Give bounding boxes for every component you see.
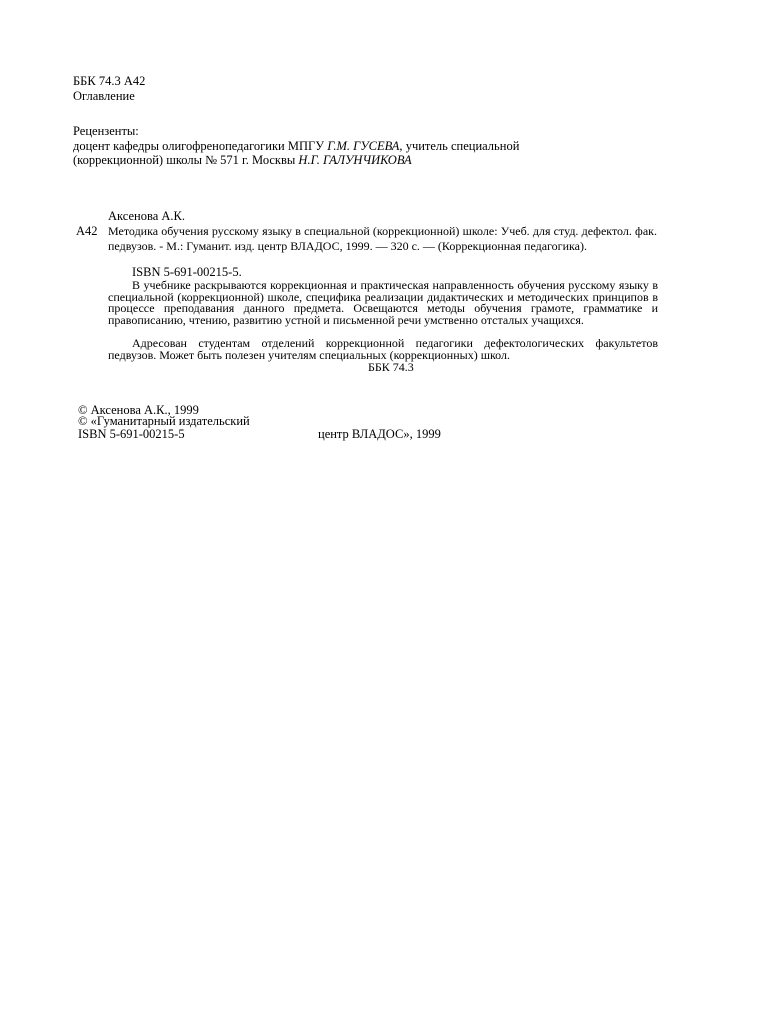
reviewers-line-1 bbox=[73, 139, 519, 154]
copyright-author: © Аксенова А.К., 1999 bbox=[78, 403, 199, 417]
bbk-header: ББК 74.3 А42 bbox=[73, 74, 146, 88]
catalog-abstract-1: В учебнике раскрываются коррекционная и практическая направленность обучения русскому языку в специальной (коррекционной) школе, специфика реализации дидактических и методических принципов в процессе преподавания данного предмета. Освещаются методы обучения грамоте, грамматике и правописанию, чтению, развитию устной и письменной речи умственно отсталых учащихся. bbox=[108, 278, 658, 327]
contents-label: Оглавление bbox=[73, 89, 135, 103]
catalog-author: Аксенова А.К. bbox=[108, 209, 186, 223]
reviewer-1-suffix: учитель специальной bbox=[402, 139, 520, 153]
copyright-publisher-cont: центр ВЛАДОС», 1999 bbox=[318, 427, 441, 441]
catalog-code: А42 bbox=[76, 224, 98, 238]
reviewers-title: Рецензенты: bbox=[73, 124, 139, 138]
catalog-description: Методика обучения русскому языку в специальной (коррекционной) школе: Учеб. для студ. дефектол. фак. педвузов. - М.: Гуманит. изд. центр ВЛАДОС, 1999. — 320 с. — (Коррекционная педагогика). bbox=[108, 224, 657, 253]
reviewer-1-name: Г.М. ГУСЕВА, bbox=[327, 139, 403, 153]
reviewer-1-prefix: доцент кафедры олигофренопедагогики МПГУ bbox=[73, 139, 328, 153]
catalog-bbk: ББК 74.3 bbox=[368, 360, 414, 374]
reviewer-2-prefix: (коррекционной) школы № 571 г. Москвы bbox=[73, 153, 299, 167]
catalog-isbn: ISBN 5-691-00215-5. bbox=[132, 265, 242, 279]
reviewer-2-name: Н.Г. ГАЛУНЧИКОВА bbox=[298, 153, 412, 167]
copyright-publisher: © «Гуманитарный издательский bbox=[78, 414, 250, 428]
catalog-abstract-2: Адресован студентам отделений коррекционной педагогики дефектологических факультетов педвузов. Может быть полезен учителям специальных (коррекционных) школ. bbox=[108, 336, 658, 362]
copyright-isbn: ISBN 5-691-00215-5 bbox=[78, 427, 185, 441]
reviewers-line-2 bbox=[73, 153, 412, 168]
